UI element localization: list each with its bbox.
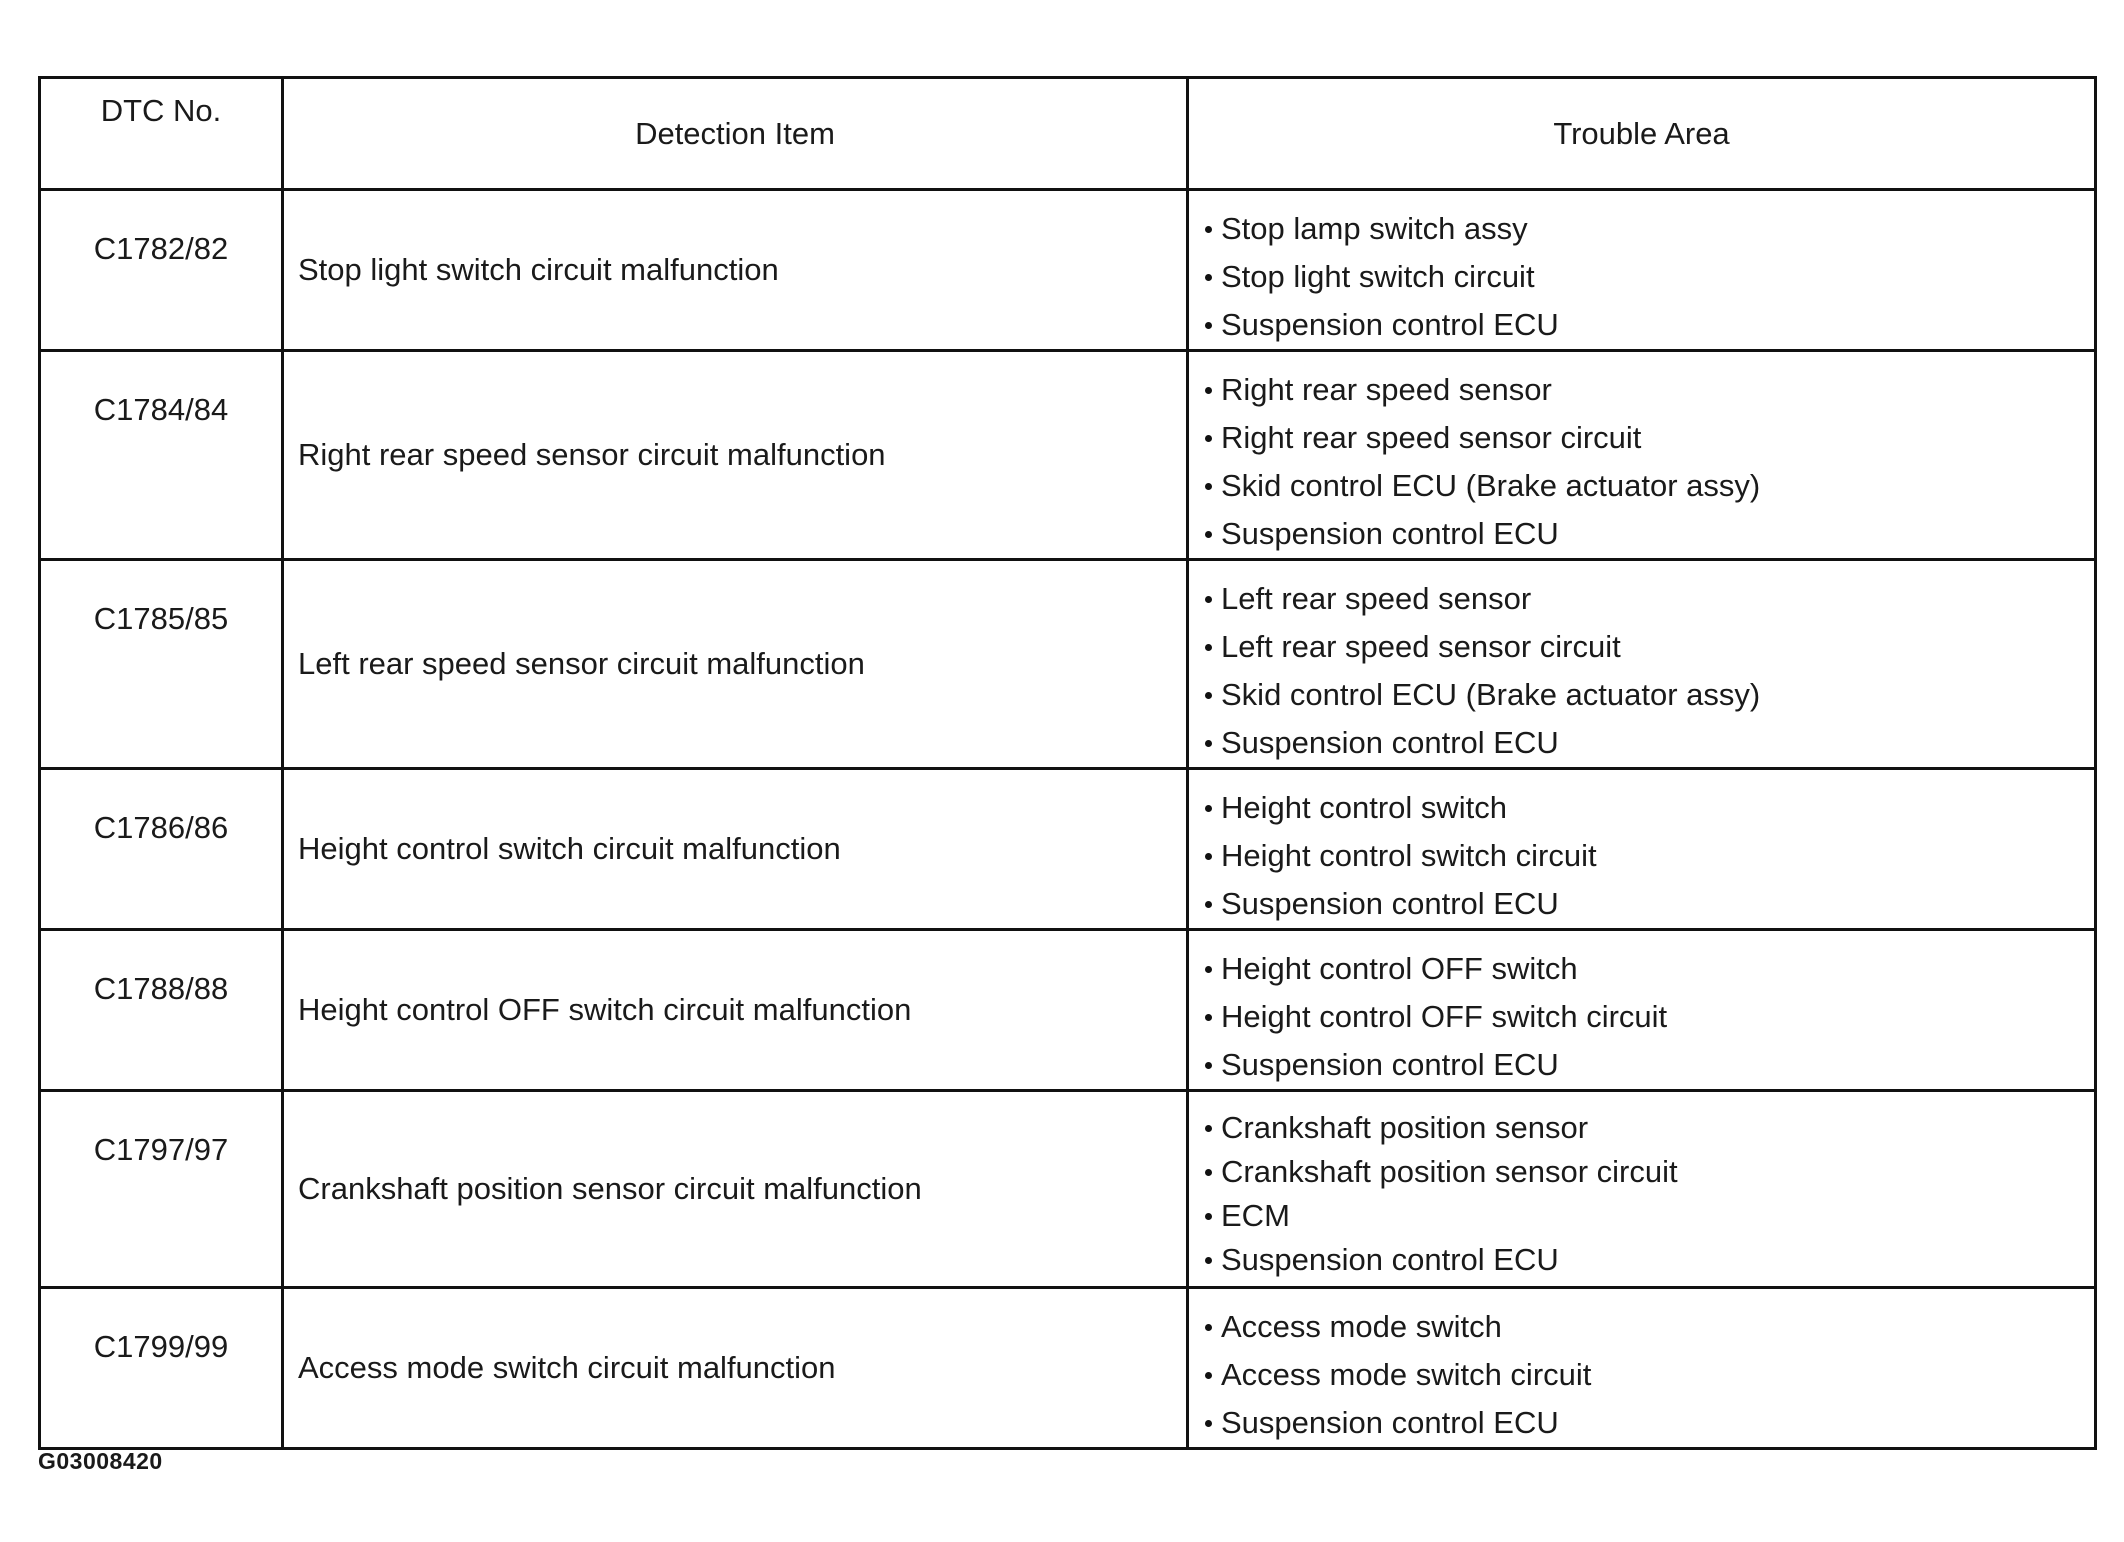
trouble-list (1203, 1106, 2094, 1282)
trouble-item: Suspension control ECU (1203, 1238, 2094, 1282)
detection-item: Crankshaft position sensor circuit malfunction (283, 1091, 1188, 1288)
trouble-item: Height control OFF switch circuit (1203, 993, 2094, 1041)
table-row (40, 1091, 2096, 1288)
dtc-table (38, 76, 2097, 1450)
table-row (40, 351, 2096, 560)
trouble-area (1188, 351, 2096, 560)
header-detection-item: Detection Item (283, 78, 1188, 190)
trouble-item: Suspension control ECU (1203, 1041, 2094, 1089)
dtc-code: C1797/97 (40, 1091, 283, 1288)
dtc-code: C1799/99 (40, 1288, 283, 1449)
header-dtc-no: DTC No. (40, 78, 283, 190)
trouble-item: Crankshaft position sensor circuit (1203, 1150, 2094, 1194)
trouble-item: Right rear speed sensor (1203, 366, 2094, 414)
trouble-item: Right rear speed sensor circuit (1203, 414, 2094, 462)
trouble-item: Skid control ECU (Brake actuator assy) (1203, 671, 2094, 719)
trouble-item: Height control switch (1203, 784, 2094, 832)
trouble-item: Suspension control ECU (1203, 719, 2094, 767)
trouble-list (1203, 784, 2094, 928)
trouble-item: ECM (1203, 1194, 2094, 1238)
trouble-area (1188, 190, 2096, 351)
detection-item: Stop light switch circuit malfunction (283, 190, 1188, 351)
trouble-item: Stop lamp switch assy (1203, 205, 2094, 253)
detection-item: Access mode switch circuit malfunction (283, 1288, 1188, 1449)
figure-id: G03008420 (38, 1448, 163, 1474)
dtc-code: C1786/86 (40, 769, 283, 930)
trouble-item: Height control switch circuit (1203, 832, 2094, 880)
detection-item: Right rear speed sensor circuit malfunction (283, 351, 1188, 560)
dtc-code: C1782/82 (40, 190, 283, 351)
dtc-code: C1785/85 (40, 560, 283, 769)
trouble-list (1203, 575, 2094, 767)
trouble-list (1203, 1303, 2094, 1447)
trouble-list (1203, 366, 2094, 558)
trouble-item: Left rear speed sensor (1203, 575, 2094, 623)
detection-item: Height control switch circuit malfunction (283, 769, 1188, 930)
trouble-item: Stop light switch circuit (1203, 253, 2094, 301)
trouble-list (1203, 205, 2094, 349)
trouble-item: Suspension control ECU (1203, 880, 2094, 928)
table-row (40, 1288, 2096, 1449)
detection-item: Left rear speed sensor circuit malfunction (283, 560, 1188, 769)
trouble-area (1188, 1091, 2096, 1288)
trouble-area (1188, 560, 2096, 769)
table-row (40, 769, 2096, 930)
trouble-area (1188, 1288, 2096, 1449)
trouble-item: Suspension control ECU (1203, 301, 2094, 349)
trouble-item: Left rear speed sensor circuit (1203, 623, 2094, 671)
trouble-item: Height control OFF switch (1203, 945, 2094, 993)
table-row (40, 190, 2096, 351)
trouble-item: Access mode switch circuit (1203, 1351, 2094, 1399)
header-trouble-area: Trouble Area (1188, 78, 2096, 190)
trouble-item: Skid control ECU (Brake actuator assy) (1203, 462, 2094, 510)
trouble-item: Suspension control ECU (1203, 510, 2094, 558)
trouble-item: Suspension control ECU (1203, 1399, 2094, 1447)
table-row (40, 560, 2096, 769)
table-row (40, 930, 2096, 1091)
dtc-code: C1784/84 (40, 351, 283, 560)
trouble-area (1188, 930, 2096, 1091)
trouble-item: Access mode switch (1203, 1303, 2094, 1351)
trouble-list (1203, 945, 2094, 1089)
table-header-row (40, 78, 2096, 190)
trouble-area (1188, 769, 2096, 930)
dtc-code: C1788/88 (40, 930, 283, 1091)
detection-item: Height control OFF switch circuit malfunction (283, 930, 1188, 1091)
trouble-item: Crankshaft position sensor (1203, 1106, 2094, 1150)
